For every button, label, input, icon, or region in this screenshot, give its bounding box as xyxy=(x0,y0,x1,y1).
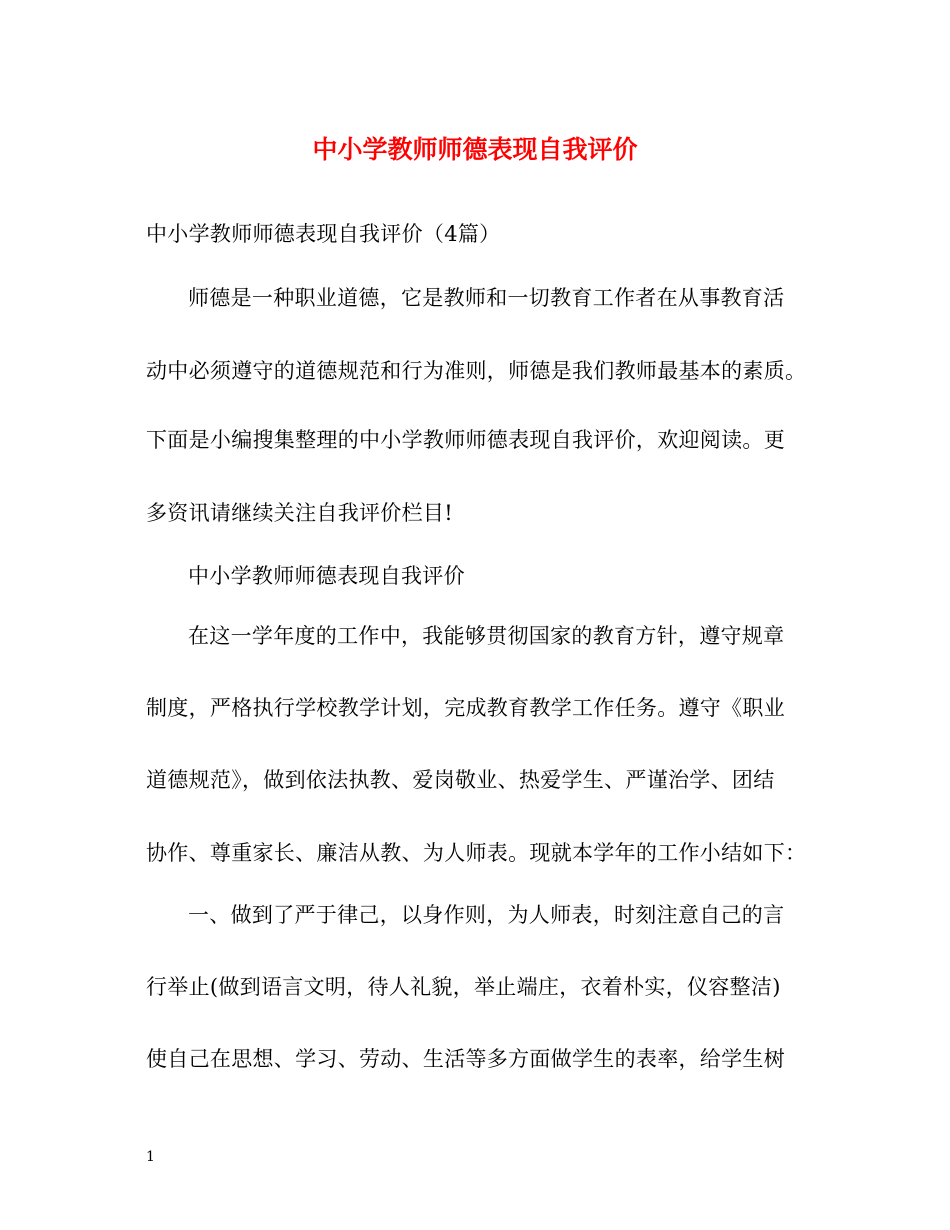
page-number: 1 xyxy=(146,1149,155,1165)
paragraph-line: 下面是小编搜集整理的中小学教师师德表现自我评价，欢迎阅读。更 xyxy=(146,428,785,452)
subtitle-line: 中小学教师师德表现自我评价（4篇） xyxy=(146,222,501,246)
paragraph-line: 制度，严格执行学校教学计划，完成教育教学工作任务。遵守《职业 xyxy=(146,696,785,720)
paragraph-line: 协作、尊重家长、廉洁从教、为人师表。现就本学年的工作小结如下： xyxy=(146,841,807,865)
paragraph-line: 道德规范》，做到依法执教、爱岗敬业、热爱学生、严谨治学、团结 xyxy=(146,768,775,792)
section-heading: 中小学教师师德表现自我评价 xyxy=(188,564,465,588)
paragraph-line: 一、做到了严于律己，以身作则，为人师表，时刻注意自己的言 xyxy=(188,903,785,927)
paragraph-line: 行举止(做到语言文明，待人礼貌，举止端庄，衣着朴实，仪容整洁) xyxy=(146,975,781,999)
document-title: 中小学教师师德表现自我评价 xyxy=(312,135,638,164)
paragraph-line: 使自己在思想、学习、劳动、生活等多方面做学生的表率，给学生树 xyxy=(146,1047,785,1071)
paragraph-line: 动中必须遵守的道德规范和行为准则，师德是我们教师最基本的素质。 xyxy=(146,359,807,383)
paragraph-line: 师德是一种职业道德，它是教师和一切教育工作者在从事教育活 xyxy=(188,286,785,310)
paragraph-line: 在这一学年度的工作中，我能够贯彻国家的教育方针，遵守规章 xyxy=(188,624,785,648)
paragraph-line: 多资讯请继续关注自我评价栏目! xyxy=(146,501,453,525)
